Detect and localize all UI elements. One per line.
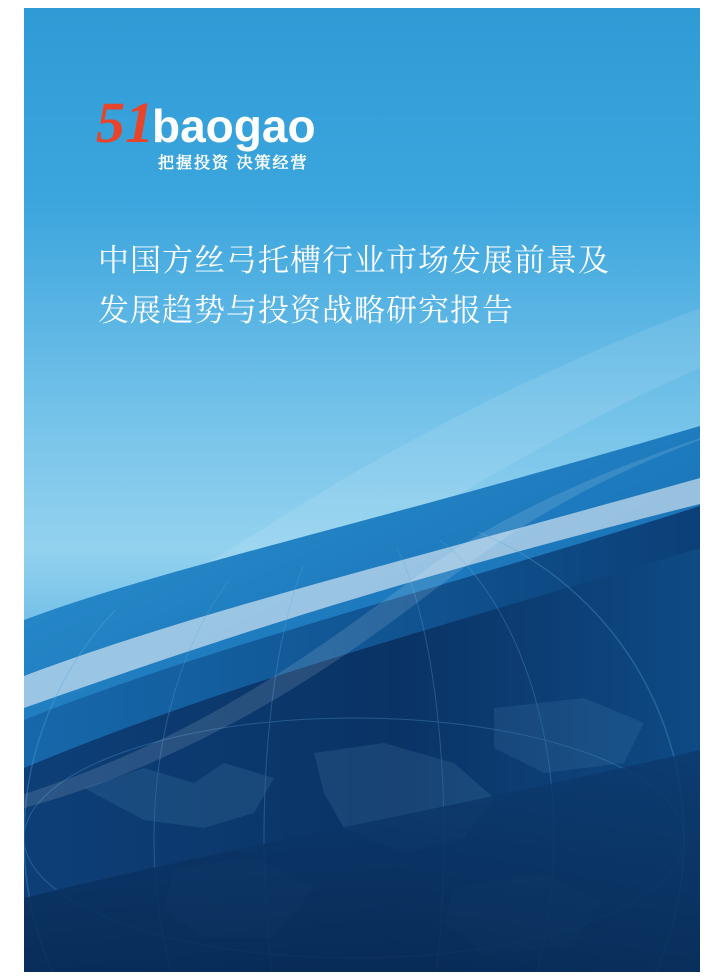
report-title-line-1: 中国方丝弓托槽行业市场发展前景及 <box>98 243 610 278</box>
logo-graphic <box>96 90 426 180</box>
logo-slogan: 把握投资 决策经营 <box>158 155 309 172</box>
logo-wordmark: baogao <box>152 100 316 152</box>
brand-logo <box>96 90 426 180</box>
report-title-line-2: 发展趋势与投资战略研究报告 <box>98 293 514 328</box>
logo-mark-text: 51 <box>96 90 154 155</box>
report-cover <box>24 8 700 972</box>
report-title <box>98 236 678 336</box>
